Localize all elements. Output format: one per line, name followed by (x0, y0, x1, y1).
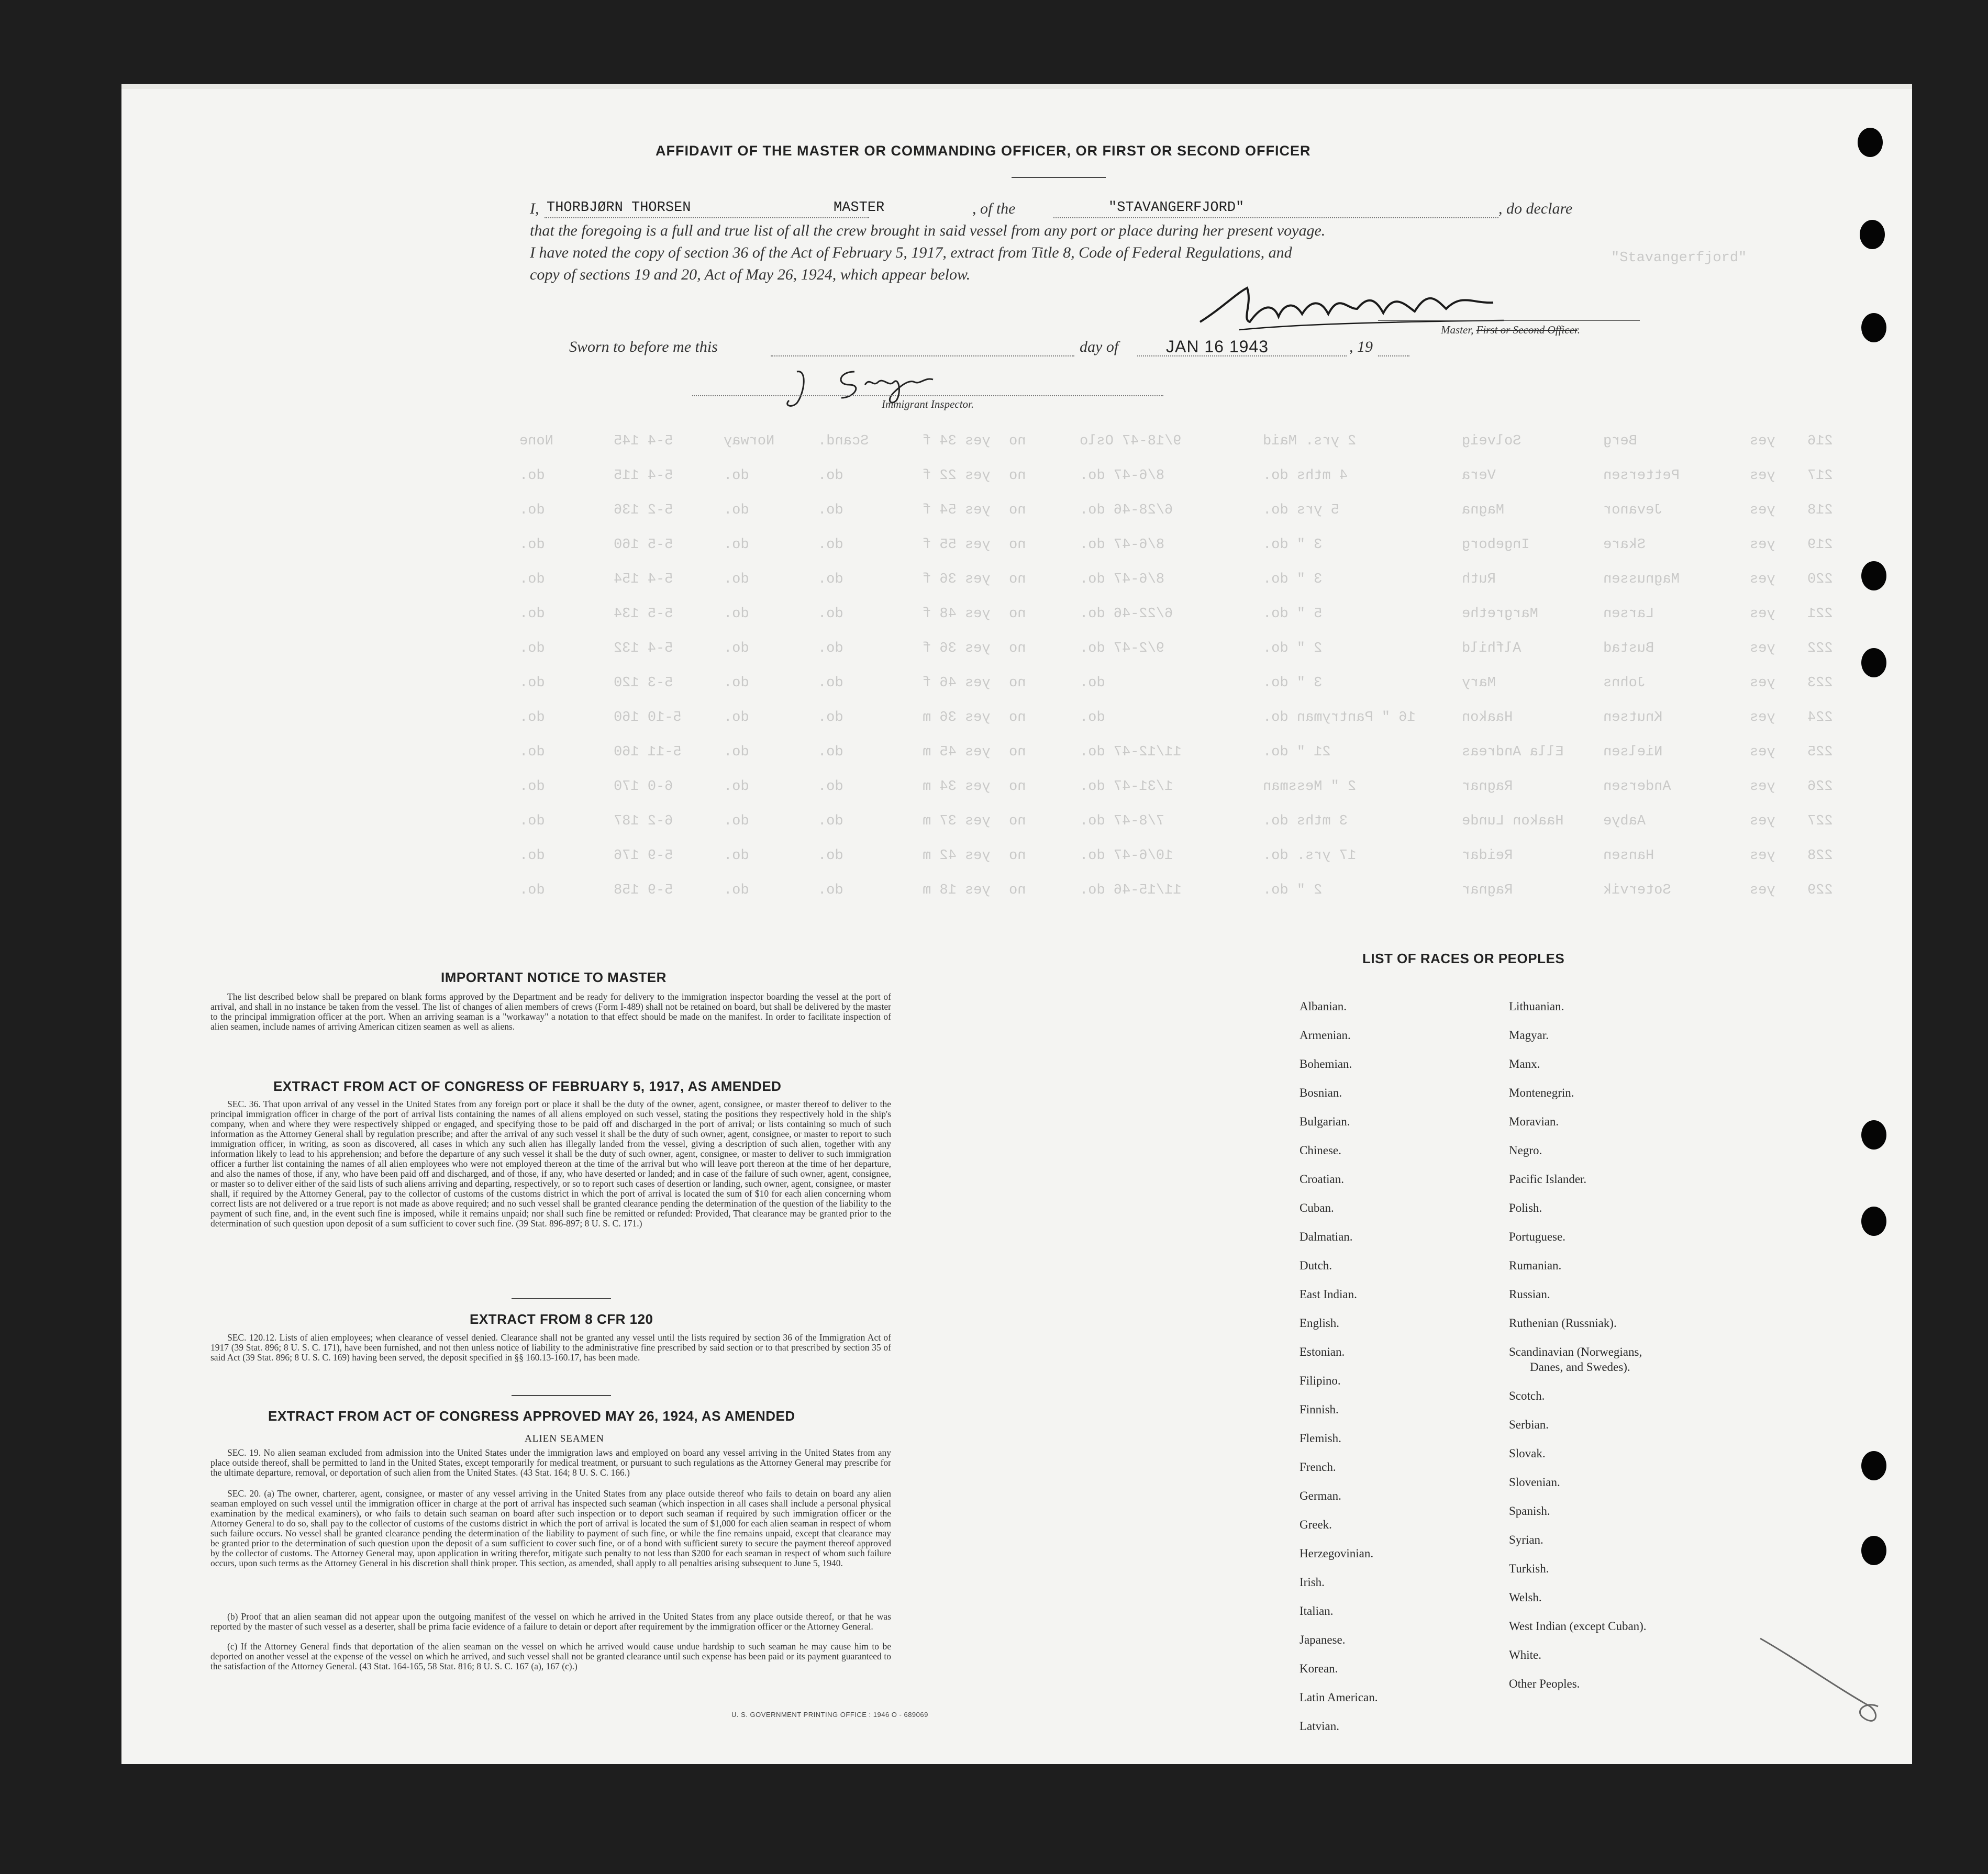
ghost-cell: do. (724, 675, 749, 691)
ghost-cell: do. (724, 710, 749, 726)
race-item: German. (1300, 1489, 1341, 1502)
day-of-label: day of (1080, 338, 1119, 355)
ghost-cell: Norway (724, 433, 775, 449)
declaration-line-3: I have noted the copy of section 36 of the Act of February 5, 1917, extract from Title 8, Code of Federal Regulations, and (530, 244, 1292, 261)
ghost-cell: 8/6-47 do. (1080, 468, 1165, 484)
race-item: Syrian. (1509, 1533, 1543, 1546)
ghost-cell: 222 (1807, 641, 1833, 656)
ghost-cell: 8/6-47 do. (1080, 572, 1165, 587)
ghost-cell: 5-4 154 (614, 572, 673, 587)
ghost-cell: Mary (1462, 675, 1496, 691)
ghost-cell: 5-4 145 (614, 433, 673, 449)
ghost-cell: Sotervik (1603, 883, 1671, 898)
ghost-cell: 224 (1807, 710, 1833, 726)
ghost-cell: 5-5 160 (614, 537, 673, 553)
ghost-cell: Hansen (1603, 848, 1654, 864)
ghost-cell: 7/8-47 do. (1080, 813, 1165, 829)
ghost-cell: Magnussen (1603, 572, 1680, 587)
binder-hole (1861, 561, 1886, 590)
ghost-cell: do. (724, 744, 749, 760)
ghost-cell: 220 (1807, 572, 1833, 587)
ghost-cell: do. (818, 675, 843, 691)
race-item: Flemish. (1300, 1432, 1341, 1445)
binder-hole (1861, 313, 1886, 342)
ghost-cell: yes (1750, 641, 1775, 656)
ghost-cell: do. (724, 641, 749, 656)
ghost-cell: do. (724, 813, 749, 829)
race-item: Latvian. (1300, 1720, 1339, 1733)
ghost-cell: 219 (1807, 537, 1833, 553)
race-item: Bulgarian. (1300, 1115, 1350, 1128)
race-item: Scandinavian (Norwegians, (1509, 1345, 1642, 1358)
race-item: Croatian. (1300, 1173, 1344, 1186)
year-blank (1378, 355, 1409, 356)
ghost-cell: do. (818, 779, 843, 795)
race-item: Montenegrin. (1509, 1086, 1574, 1099)
ghost-cell: 5-11 160 (614, 744, 682, 760)
race-item: Slovenian. (1509, 1476, 1560, 1489)
ghost-cell: 3 " do. (1263, 537, 1323, 553)
ghost-cell: Vera (1462, 468, 1496, 484)
signature-caption-prefix: Master, (1441, 324, 1476, 336)
ghost-cell: 5-2 136 (614, 503, 673, 518)
ghost-cell: no (1009, 848, 1026, 864)
race-item: Danes, and Swedes). (1530, 1360, 1630, 1374)
binder-hole (1861, 1451, 1886, 1480)
ghost-cell: Ingeborg (1462, 537, 1530, 553)
ghost-cell: Aabye (1603, 813, 1646, 829)
ghost-cell: do. (519, 883, 545, 898)
race-item: Lithuanian. (1509, 1000, 1564, 1013)
race-item: Negro. (1509, 1144, 1542, 1157)
vessel-blank (1053, 217, 1498, 218)
ghost-cell: Magna (1462, 503, 1505, 518)
ghost-cell: 227 (1807, 813, 1833, 829)
ghost-cell: no (1009, 537, 1026, 553)
ghost-cell: 3 " do. (1263, 572, 1323, 587)
declaration-line-2: that the foregoing is a full and true list of all the crew brought in said vessel from any port or place during her present voyage. (530, 222, 1326, 239)
ghost-cell: 229 (1807, 883, 1833, 898)
ghost-cell: Ragnar (1462, 779, 1513, 795)
race-item: Finnish. (1300, 1403, 1339, 1416)
ghost-cell: Larsen (1603, 606, 1654, 622)
ghost-cell: yes 34 f (923, 433, 991, 449)
ghost-cell: do. (519, 813, 545, 829)
ghost-cell: yes 42 m (923, 848, 991, 864)
race-item: White. (1509, 1648, 1541, 1661)
race-item: Magyar. (1509, 1029, 1549, 1042)
year-prefix: , 19 (1349, 338, 1373, 355)
race-item: Cuban. (1300, 1201, 1334, 1214)
race-item: Ruthenian (Russniak). (1509, 1317, 1617, 1330)
ghost-cell: 2 " do. (1263, 883, 1323, 898)
ghost-cell: yes 45 m (923, 744, 991, 760)
race-item: Dalmatian. (1300, 1230, 1353, 1243)
ghost-cell: do. (519, 641, 545, 656)
race-item: Japanese. (1300, 1633, 1346, 1646)
ghost-cell: yes (1750, 572, 1775, 587)
race-item: Portuguese. (1509, 1230, 1565, 1243)
ghost-cell: do. (519, 848, 545, 864)
ghost-cell: no (1009, 710, 1026, 726)
ghost-cell: do. (519, 468, 545, 484)
race-item: Korean. (1300, 1662, 1338, 1675)
ghost-cell: yes (1750, 606, 1775, 622)
race-item: Welsh. (1509, 1591, 1542, 1604)
ghost-cell: 6/28-46 do. (1080, 503, 1173, 518)
ghost-cell: 11/15-46 do. (1080, 883, 1182, 898)
divider-2 (512, 1395, 611, 1396)
ghost-cell: do. (724, 883, 749, 898)
ghost-cell: 2 " Messman (1263, 779, 1357, 795)
race-item: Russian. (1509, 1288, 1550, 1301)
ghost-cell: Scand. (818, 433, 869, 449)
binder-hole (1861, 1120, 1886, 1150)
race-item: Moravian. (1509, 1115, 1559, 1128)
inspector-line (692, 395, 1163, 396)
ghost-cell: yes (1750, 503, 1775, 518)
ghost-cell: do. (519, 606, 545, 622)
ghost-cell: 5-5 134 (614, 606, 673, 622)
ghost-cell: Jevanor (1603, 503, 1663, 518)
race-item: Other Peoples. (1509, 1677, 1580, 1690)
sworn-label: Sworn to before me this (569, 338, 718, 355)
binder-hole (1860, 220, 1885, 249)
ghost-cell: Margrethe (1462, 606, 1538, 622)
ghost-cell: 9/18-47 Oslo (1080, 433, 1182, 449)
ghost-cell: yes 48 f (923, 606, 991, 622)
ghost-cell: Bustad (1603, 641, 1654, 656)
name-blank (545, 217, 869, 218)
ghost-cell: do. (818, 848, 843, 864)
section-19: SEC. 19. No alien seaman excluded from admission into the United States under the immigration laws and employed on board any vessel arriving in the United States from any place outside thereof, shall be permitted to land in the United States, except temporarily for medical treatment, or pursuant to such regulations as the Attorney General may prescribe for the ultimate departure, removal, or deportation of such alien from the United States. (43 Stat. 164; 8 U. S. C. 166.) (210, 1447, 891, 1478)
race-item: Herzegovinian. (1300, 1547, 1374, 1560)
extract-1917-body: SEC. 36. That upon arrival of any vessel in the United States from any foreign port or place it shall be the duty of the owner, agent, consignee, or master thereof to deliver to the principal immigration officer in charge of the port of arrival lists containing the names of all aliens employed on such vessel, stating the positions they respectively hold in the ship's company, when and where they were respectively shipped or engaged, and specifying those to be paid off and discharged in the port of arrival; or lists containing so much of such information as the Attorney General shall by regulation prescribe; and after the arrival of any such vessel it shall be the duty of such owner, agent, consignee, or master to report to such immigration officer, in writing, as soon as discovered, all cases in which any such alien has illegally landed from the vessel, giving a description of such alien, together with any information likely to lead to his apprehension; and before the departure of any such vessel it shall be the duty of such owner, agent, consignee, or master to deliver to such immigration officer a further list containing the names of all alien employees who were not employed thereon at the time of the arrival but who will leave port thereon at the time of her departure, and also the names of those, if any, who have been paid off and discharged, and of those, if any, who have deserted or landed; and in case of the failure of such owner, agent, consignee, or master so to deliver either of the said lists of such aliens arriving and departing, respectively, or so to report such cases of desertion or landing, such owner, agent, consignee, or master shall, if required by the Attorney General, pay to the collector of customs of the customs district in which the port of arrival is located the sum of $10 for each alien concerning whom correct lists are not delivered or a true report is not made as above required; and no such vessel shall be granted clearance pending the determination of the question of the liability to the payment of such fine, and, in the event such fine is imposed, while it remains unpaid; nor shall such fine be remitted or refunded: Provided, That clearance may be granted prior to the determination of such question upon deposit of a sum sufficient to cover such fine. (39 Stat. 896-897; 8 U. S. C. 171.) (210, 1099, 891, 1229)
ghost-cell: do. (818, 813, 843, 829)
ghost-cell: do. (724, 848, 749, 864)
ghost-cell: yes 22 f (923, 468, 991, 484)
ghost-cell: yes 36 f (923, 572, 991, 587)
race-item: Slovak. (1509, 1447, 1546, 1460)
ghost-cell: Haakon Lunde (1462, 813, 1564, 829)
section-20b: (b) Proof that an alien seaman did not appear upon the outgoing manifest of the vessel on which he arrived in the United States from any place outside thereof, or that he was reported by the master of such vessel as a deserter, shall be prima facie evidence of a failure to detain or deport after requirement by the immigration officer or the Attorney General. (210, 1611, 891, 1632)
ghost-cell: no (1009, 468, 1026, 484)
race-item: Greek. (1300, 1518, 1332, 1531)
race-item: Scotch. (1509, 1389, 1545, 1402)
ghost-cell: no (1009, 572, 1026, 587)
ghost-cell: 5 yrs do. (1263, 503, 1339, 518)
divider-1 (512, 1298, 611, 1299)
ghost-cell: do. (724, 606, 749, 622)
document-page (121, 84, 1912, 1764)
binder-hole (1861, 1536, 1886, 1565)
ghost-cell: 11/12-47 do. (1080, 744, 1182, 760)
ghost-cell: yes (1750, 883, 1775, 898)
race-item: Latin American. (1300, 1691, 1378, 1704)
ghost-cell: 221 (1807, 606, 1833, 622)
ghost-cell: Johns (1603, 675, 1646, 691)
ghost-cell: 225 (1807, 744, 1833, 760)
race-item: Estonian. (1300, 1345, 1345, 1358)
extract-1924-heading: EXTRACT FROM ACT OF CONGRESS APPROVED MAY 26, 1924, AS AMENDED (268, 1408, 795, 1424)
ghost-cell: no (1009, 813, 1026, 829)
ghost-cell: no (1009, 606, 1026, 622)
ghost-cell: yes 55 f (923, 537, 991, 553)
ghost-cell: 17 yrs. do. (1263, 848, 1357, 864)
ghost-cell: Reidar (1462, 848, 1513, 864)
ghost-cell: yes 54 f (923, 503, 991, 518)
extract-cfr-body: SEC. 120.12. Lists of alien employees; when clearance of vessel denied. Clearance shall not be granted any vessel until the lists required by section 36 of the Immigration Act of 1917 (39 Stat. 896; 8 U. S. C. 171), have been furnished, and not then unless notice of liability to the administrative fine prescribed by said section or to that prescribed by section 35 of said Act (39 Stat. 896; 8 U. S. C. 169) having been served, the deposit specified in §§ 160.13-160.17, has been made. (210, 1332, 891, 1363)
race-item: West Indian (except Cuban). (1509, 1620, 1647, 1633)
ghost-cell: do. (724, 537, 749, 553)
signature-caption-suffix: . (1577, 324, 1580, 336)
ghost-cell: do. (519, 744, 545, 760)
ghost-cell: 16 " Pantryman do. (1263, 710, 1416, 726)
ghost-cell: 217 (1807, 468, 1833, 484)
ghost-cell: do. (1080, 710, 1105, 726)
race-item: Albanian. (1300, 1000, 1347, 1013)
ghost-cell: yes (1750, 848, 1775, 864)
affidavit-title: AFFIDAVIT OF THE MASTER OR COMMANDING OFFICER, OR FIRST OR SECOND OFFICER (656, 143, 1311, 159)
ghost-cell: yes 18 m (923, 883, 991, 898)
ghost-cell: do. (519, 572, 545, 587)
notice-body: The list described below shall be prepared on blank forms approved by the Department and be ready for delivery to the immigration inspector boarding the vessel at the port of arrival, and shall in no instance be taken from the vessel. The list of changes of alien members of crews (Form I-489) shall not be retained on board, but shall be delivered by the master to the principal immigration officer at the port. When an arriving seaman is a "workaway" a notation to that effect should be made on the manifest. In order to facilitate inspection of alien seamen, include names of arriving American citizen seamen as well as aliens. (210, 991, 891, 1032)
binder-hole (1858, 128, 1883, 157)
ghost-cell: 5-4 115 (614, 468, 673, 484)
ghost-cell: Andersen (1603, 779, 1671, 795)
do-declare-label: , do declare (1498, 200, 1573, 217)
alien-seamen-subheading: ALIEN SEAMEN (525, 1433, 604, 1444)
ghost-cell: None (519, 433, 553, 449)
master-name: THORBJØRN THORSEN (547, 200, 691, 216)
scan-edge (121, 84, 1912, 89)
race-item: Manx. (1509, 1057, 1540, 1070)
ghost-cell: 5-9 158 (614, 883, 673, 898)
race-item: English. (1300, 1317, 1340, 1330)
ghost-cell: 5-3 120 (614, 675, 673, 691)
notice-heading: IMPORTANT NOTICE TO MASTER (441, 969, 667, 985)
ghost-cell: yes 37 m (923, 813, 991, 829)
vessel-name: "STAVANGERFJORD" (1108, 200, 1245, 216)
ghost-cell: no (1009, 503, 1026, 518)
ghost-vessel-note: "Stavangerfjord" (1611, 250, 1747, 266)
ghost-cell: yes (1750, 468, 1775, 484)
ghost-cell: yes (1750, 744, 1775, 760)
ghost-cell: Berg (1603, 433, 1637, 449)
ghost-cell: do. (724, 572, 749, 587)
ghost-cell: yes 36 m (923, 710, 991, 726)
ghost-cell: Knutsen (1603, 710, 1663, 726)
race-item: Spanish. (1509, 1504, 1550, 1518)
ghost-cell: yes (1750, 813, 1775, 829)
of-the-label: , of the (972, 200, 1016, 217)
ghost-cell: yes (1750, 675, 1775, 691)
ghost-cell: 5-10 160 (614, 710, 682, 726)
i-label: I, (530, 200, 539, 217)
ghost-cell: 8/6-47 do. (1080, 537, 1165, 553)
ghost-cell: do. (818, 537, 843, 553)
ghost-cell: yes (1750, 433, 1775, 449)
ghost-cell: yes 36 f (923, 641, 991, 656)
ghost-cell: yes (1750, 710, 1775, 726)
ghost-cell: no (1009, 641, 1026, 656)
ghost-cell: do. (724, 779, 749, 795)
ghost-cell: do. (818, 468, 843, 484)
ghost-cell: do. (519, 779, 545, 795)
binder-hole (1861, 1207, 1886, 1236)
printing-office-imprint: U. S. GOVERNMENT PRINTING OFFICE : 1946 O - 689069 (731, 1711, 928, 1719)
ghost-cell: Pettersen (1603, 468, 1680, 484)
ghost-cell: Ella Andreas (1462, 744, 1564, 760)
signature-line (1378, 320, 1640, 321)
date-stamp: JAN 16 1943 (1166, 337, 1269, 356)
ghost-cell: do. (519, 503, 545, 518)
races-heading: LIST OF RACES OR PEOPLES (1362, 951, 1565, 966)
ghost-cell: yes (1750, 537, 1775, 553)
ghost-cell: 6-0 170 (614, 779, 673, 795)
ghost-cell: do. (818, 572, 843, 587)
signature-caption-struck: First or Second Officer (1476, 324, 1578, 336)
ghost-cell: Solveig (1462, 433, 1521, 449)
ghost-cell: do. (818, 744, 843, 760)
master-rank: MASTER (834, 200, 885, 216)
race-item: Armenian. (1300, 1029, 1351, 1042)
race-item: Serbian. (1509, 1418, 1549, 1431)
race-item: Turkish. (1509, 1562, 1549, 1575)
ghost-cell: do. (818, 883, 843, 898)
ghost-cell: 10/6-47 do. (1080, 848, 1173, 864)
ghost-cell: no (1009, 883, 1026, 898)
ghost-cell: no (1009, 433, 1026, 449)
ghost-cell: do. (1080, 675, 1105, 691)
ghost-cell: 228 (1807, 848, 1833, 864)
race-item: Chinese. (1300, 1144, 1341, 1157)
ghost-cell: no (1009, 779, 1026, 795)
ghost-cell: do. (724, 503, 749, 518)
ghost-cell: no (1009, 675, 1026, 691)
ghost-cell: 6/22-46 do. (1080, 606, 1173, 622)
ghost-cell: 9/2-47 do. (1080, 641, 1165, 656)
race-item: Filipino. (1300, 1374, 1341, 1387)
race-item: Polish. (1509, 1201, 1542, 1214)
race-item: Rumanian. (1509, 1259, 1562, 1272)
ghost-cell: 216 (1807, 433, 1833, 449)
ghost-cell: 21 " do. (1263, 744, 1331, 760)
ghost-cell: 223 (1807, 675, 1833, 691)
ghost-cell: yes (1750, 779, 1775, 795)
ghost-cell: 226 (1807, 779, 1833, 795)
ghost-cell: yes 34 m (923, 779, 991, 795)
ghost-cell: 5-9 176 (614, 848, 673, 864)
ghost-cell: do. (519, 537, 545, 553)
race-item: Italian. (1300, 1604, 1334, 1618)
ghost-cell: do. (818, 503, 843, 518)
ghost-cell: do. (724, 468, 749, 484)
ghost-cell: 1/31-47 do. (1080, 779, 1173, 795)
race-item: East Indian. (1300, 1288, 1357, 1301)
race-item: Bosnian. (1300, 1086, 1342, 1099)
ghost-cell: 3 mths do. (1263, 813, 1348, 829)
section-20a: SEC. 20. (a) The owner, charterer, agent, consignee, or master of any vessel arriving in the United States from any place outside thereof who fails to detain on board any alien seaman employed on such vessel until the immigration officer in charge at the port of arrival has inspected such seaman (which inspection in all cases shall include a personal physical examination by the medical examiners), or who fails to detain such seaman on board after such inspection or to deport such seaman if required by such immigration officer or the Attorney General to do so, shall pay to the collector of customs of the customs district in which the port of arrival is located the sum of $1,000 for each alien seaman in respect of whom such failure occurs. No vessel shall be granted clearance pending the determination of the liability to payment of such fine, or while the fine remains unpaid, except that clearance may be granted prior to the determination of such question upon the deposit of a sum sufficient to cover such fine, or of a bond with sufficient surety to secure the payment thereof approved by the collector of customs. The Attorney General may, upon application in writing therefor, mitigate such penalty to not less than $200 for each seaman in respect of whom such failure occurs, upon such terms as the Attorney General in his discretion shall think proper. This section, as amended, shall apply to all penalties arising subsequent to June 5, 1940. (210, 1488, 891, 1568)
ghost-cell: do. (818, 710, 843, 726)
pen-stroke-mark (1755, 1628, 1891, 1733)
ghost-cell: do. (519, 710, 545, 726)
binder-hole (1861, 648, 1886, 677)
race-item: Bohemian. (1300, 1057, 1352, 1070)
ghost-cell: Ruth (1462, 572, 1496, 587)
title-underline (1012, 177, 1106, 178)
ghost-cell: Haakon (1462, 710, 1513, 726)
ghost-cell: Ragnar (1462, 883, 1513, 898)
ghost-cell: Skare (1603, 537, 1646, 553)
ghost-cell: do. (519, 675, 545, 691)
ghost-cell: do. (818, 606, 843, 622)
ghost-cell: 5-4 132 (614, 641, 673, 656)
inspector-caption: Immigrant Inspector. (882, 398, 974, 410)
ghost-cell: 218 (1807, 503, 1833, 518)
race-item: Dutch. (1300, 1259, 1332, 1272)
race-item: French. (1300, 1460, 1336, 1474)
ghost-cell: no (1009, 744, 1026, 760)
race-item: Irish. (1300, 1576, 1325, 1589)
extract-cfr-heading: EXTRACT FROM 8 CFR 120 (470, 1311, 653, 1327)
ghost-cell: 2 yrs. Maid (1263, 433, 1357, 449)
declaration-line-4: copy of sections 19 and 20, Act of May 26, 1924, which appear below. (530, 266, 971, 283)
section-20c: (c) If the Attorney General finds that deportation of the alien seaman on the vessel on which he arrived would cause undue hardship to such seaman he may cause him to be deported on another vessel at the expense of the vessel on which he arrived, and such vessel shall not be granted clearance until such expense has been paid or its payment guaranteed to the satisfaction of the Attorney General. (43 Stat. 164-165, 58 Stat. 816; 8 U. S. C. 167 (a), 167 (c).) (210, 1641, 891, 1671)
extract-1917-heading: EXTRACT FROM ACT OF CONGRESS OF FEBRUARY 5, 1917, AS AMENDED (273, 1078, 782, 1094)
race-item: Pacific Islander. (1509, 1173, 1587, 1186)
ghost-cell: Nielsen (1603, 744, 1663, 760)
ghost-cell: do. (818, 641, 843, 656)
ghost-cell: 4 mths do. (1263, 468, 1348, 484)
ghost-cell: 5 " do. (1263, 606, 1323, 622)
ghost-cell: 2 " do. (1263, 641, 1323, 656)
ghost-cell: Alfhild (1462, 641, 1521, 656)
signature-caption (1441, 324, 1580, 337)
ghost-cell: yes 46 f (923, 675, 991, 691)
ghost-cell: 6-2 187 (614, 813, 673, 829)
ghost-cell: 3 " do. (1263, 675, 1323, 691)
